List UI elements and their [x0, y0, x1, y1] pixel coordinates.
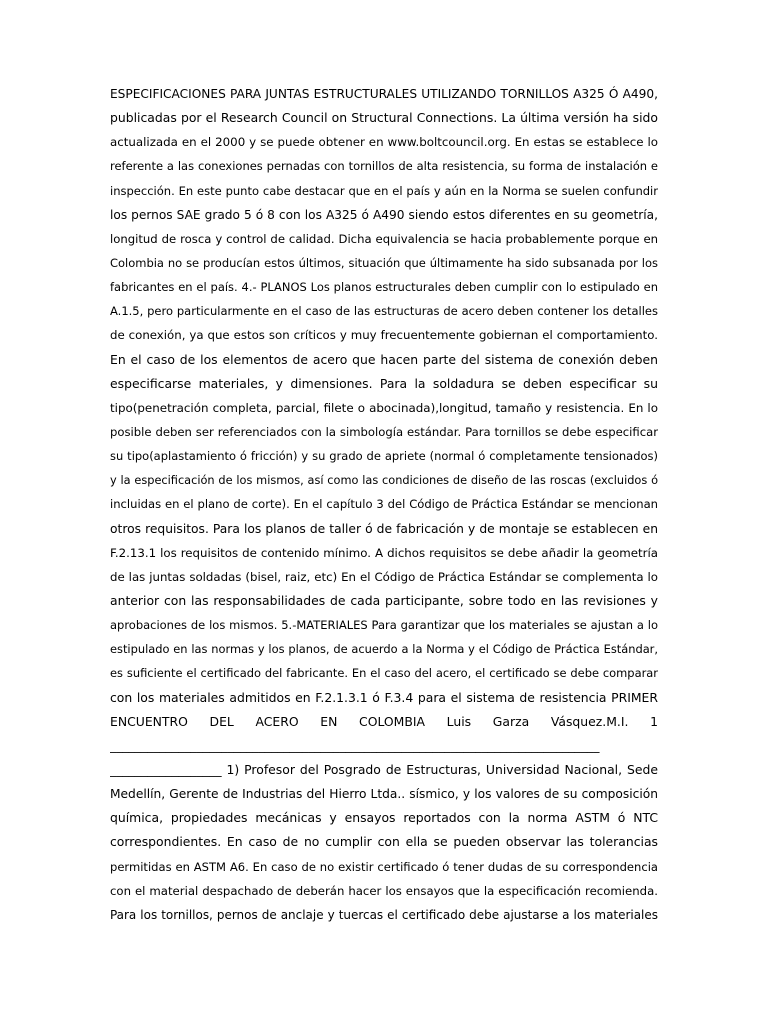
text-line: permitidas en ASTM A6. En caso de no existir certificado ó tener dudas de su correspondencia — [110, 859, 658, 874]
text-line: tipo(penetración completa, parcial, filete o abocinada),longitud, tamaño y resistencia. En lo — [110, 400, 658, 415]
text-line: referente a las conexiones pernadas con tornillos de alta resistencia, su forma de instalación e — [110, 159, 658, 174]
text-line: especificarse materiales, y dimensiones. Para la soldadura se deben especificar su — [110, 375, 658, 391]
text-line: de las juntas soldadas (bisel, raiz, etc) En el Código de Práctica Estándar se complementa lo — [110, 569, 658, 584]
text-line: su tipo(aplastamiento ó fricción) y su grado de apriete (normal ó completamente tensionados) — [110, 449, 658, 464]
text-line: los pernos SAE grado 5 ó 8 con los A325 ó A490 siendo estos diferentes en su geometría, — [110, 207, 658, 222]
text-line: longitud de rosca y control de calidad. Dicha equivalencia se hacia probablemente porque en — [110, 231, 658, 246]
text-line: inspección. En este punto cabe destacar que en el país y aún en la Norma se suelen confundir — [110, 183, 658, 198]
document-body — [110, 82, 658, 927]
text-line: de conexión, ya que estos son críticos y muy frecuentemente gobiernan el comportamiento. — [110, 328, 658, 343]
text-line: otros requisitos. Para los planos de taller ó de fabricación y de montaje se establecen en — [110, 521, 658, 536]
text-line: incluidas en el plano de corte). En el capítulo 3 del Código de Práctica Estándar se mencionan — [110, 497, 658, 512]
text-line: con los materiales admitidos en F.2.1.3.1 ó F.3.4 para el sistema de resistencia PRIMER — [110, 689, 658, 705]
text-line: anterior con las responsabilidades de cada participante, sobre todo en las revisiones y — [110, 592, 658, 608]
text-line: posible deben ser referenciados con la simbología estándar. Para tornillos se debe especificar — [110, 424, 658, 439]
document-page — [110, 82, 658, 927]
text-line: estipulado en las normas y los planos, de acuerdo a la Norma y el Código de Práctica Estándar, — [110, 642, 658, 657]
text-line: y la especificación de los mismos, así como las condiciones de diseño de las roscas (excluidos ó — [110, 473, 658, 488]
separator-rule: _______________________________________________________________________________ — [110, 737, 600, 753]
text-line: A.1.5, pero particularmente en el caso de las estructuras de acero deben contener los detalles — [110, 304, 658, 319]
text-line: fabricantes en el país. 4.- PLANOS Los planos estructurales deben cumplir con lo estipulado en — [110, 280, 658, 295]
text-line: aprobaciones de los mismos. 5.-MATERIALES Para garantizar que los materiales se ajustan a lo — [110, 618, 658, 633]
text-line: ESPECIFICACIONES PARA JUNTAS ESTRUCTURALES UTILIZANDO TORNILLOS A325 Ó A490, — [110, 87, 658, 101]
text-line: correspondientes. En caso de no cumplir con ella se pueden observar las tolerancias — [110, 834, 658, 850]
text-line: con el material despachado de deberán hacer los ensayos que la especificación recomienda. — [110, 883, 658, 898]
footnote-line: __________________ 1) Profesor del Posgrado de Estructuras, Universidad Nacional, Sede — [110, 761, 658, 777]
text-line: Para los tornillos, pernos de anclaje y tuercas el certificado debe ajustarse a los materiales — [110, 907, 658, 922]
text-line: Colombia no se producían estos últimos, situación que últimamente ha sido subsanada por los — [110, 255, 658, 270]
text-line: F.2.13.1 los requisitos de contenido mínimo. A dichos requisitos se debe añadir la geometría — [110, 545, 658, 560]
text-line: es suficiente el certificado del fabricante. En el caso del acero, el certificado se debe comparar — [110, 666, 658, 681]
text-line: publicadas por el Research Council on Structural Connections. La última versión ha sido — [110, 110, 658, 126]
text-line: química, propiedades mecánicas y ensayos reportados con la norma ASTM ó NTC — [110, 810, 658, 826]
text-line: En el caso de los elementos de acero que hacen parte del sistema de conexión deben — [110, 351, 658, 367]
text-line: actualizada en el 2000 y se puede obtener en www.boltcouncil.org. En estas se establece lo — [110, 135, 658, 150]
text-line: ENCUENTRO DEL ACERO EN COLOMBIA Luis Garza Vásquez.M.I. 1 — [110, 713, 658, 729]
text-line: Medellín, Gerente de Industrias del Hierro Ltda.. sísmico, y los valores de su composición — [110, 787, 658, 802]
